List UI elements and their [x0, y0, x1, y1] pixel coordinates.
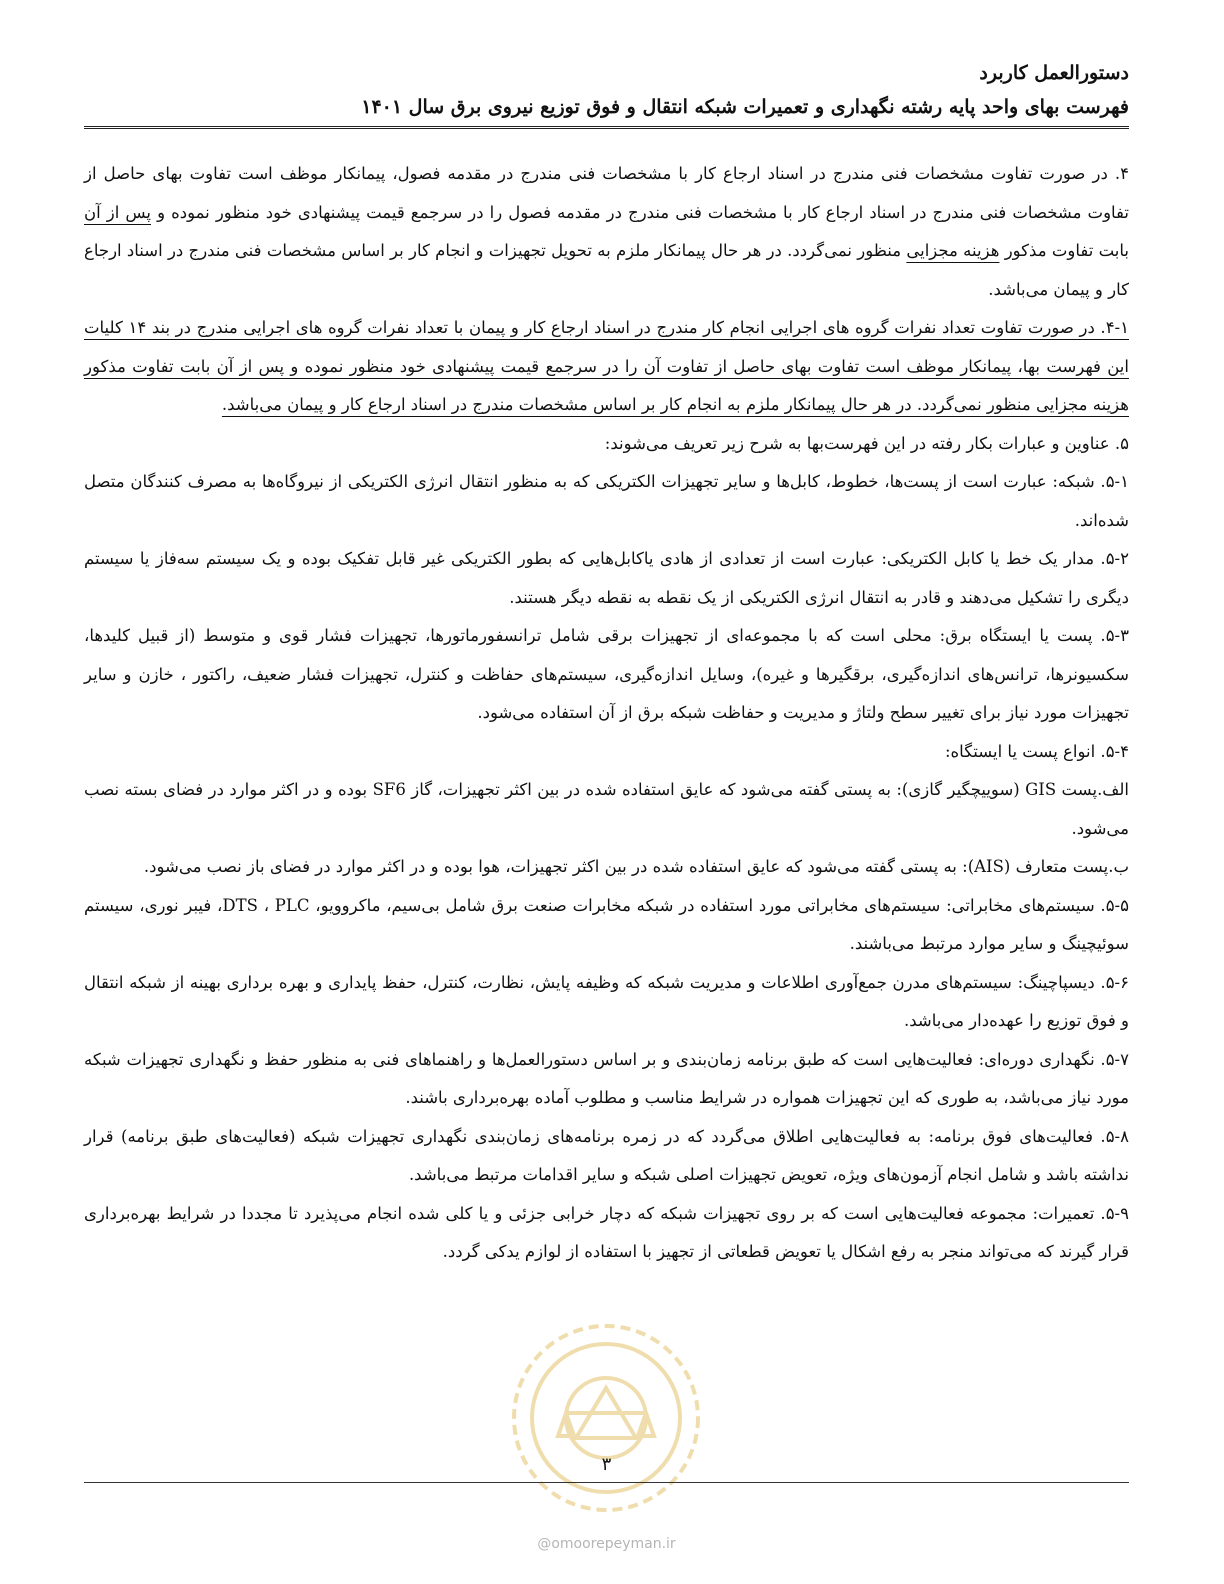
paragraph-5-3: ۵-۳. پست یا ایستگاه برق: محلی است که با مجموعه‌ای از تجهیزات برقی شامل ترانسفورماتورها، تجهیزات فشار قوی و متوسط (از قبیل کلیدها، سکسیونرها، ترانس‌های اندازه‌گیری، برقگیرها و غیره)، وسایل اندازه‌گیری، سیستم‌های حفاظت و کنترل، تجهیزات فشار ضعیف، راکتور ، خازن و سایر تجهیزات مورد نیاز برای تغییر سطح ولتاژ و مدیریت و حفاظت شبکه برق از آن استفاده می‌شود. [84, 626, 1129, 722]
paragraph-5: ۵. عناوین و عبارات بکار رفته در این فهرست‌بها به شرح زیر تعریف می‌شوند: [604, 433, 1129, 453]
underlined-phrase: هزینه مجزایی [906, 241, 1000, 260]
paragraph-5-4-a: الف.پست GIS (سوییچگیر گازی): به پستی گفته می‌شود که عایق استفاده شده در بین اکثر تجهیزات، گاز SF6 بوده و در اکثر موارد در فضای بسته نصب می‌شود. [84, 780, 1129, 838]
page-number: ۳ [601, 1454, 612, 1475]
page-header [84, 56, 1129, 124]
watermark-site-text: @omoorepeyman.ir [537, 1536, 676, 1552]
header-title: دستورالعمل کاربرد [979, 62, 1129, 84]
paragraph-5-1: ۵-۱. شبکه: عبارت است از پست‌ها، خطوط، کابل‌ها و سایر تجهیزات الکتریکی که به منظور انتقال انرژی الکتریکی از نیروگاه‌ها به مصرف کنندگان متصل شده‌اند. [84, 472, 1129, 530]
paragraph-4: ۴. در صورت تفاوت مشخصات فنی مندرج در اسناد ارجاع کار با مشخصات فنی مندرج در مقدمه فصول، پیمانکار موظف است تفاوت بهای حاصل از تفاوت مشخصات فنی مندرج در اسناد ارجاع کار با مشخصات فنی مندرج در مقدمه فصول را در سرجمع قیمت پیشنهادی خود منظور نموده و پس از آن بابت تفاوت مذکور هزینه مجزایی منظور نمی‌گردد. در هر حال پیمانکار ملزم به تحویل تجهیزات و انجام کار بر اساس مشخصات فنی مندرج در اسناد ارجاع کار و پیمان می‌باشد. [84, 164, 1129, 299]
document-page [84, 56, 1129, 1552]
footer-divider [84, 1482, 1129, 1483]
paragraph-5-4-b: ب.پست متعارف (AIS): به پستی گفته می‌شود که عایق استفاده شده در بین اکثر تجهیزات، هوا بوده و در اکثر موارد در فضای باز نصب می‌شود. [143, 857, 1129, 876]
watermark-seal-icon [506, 1318, 706, 1518]
header-divider [84, 126, 1129, 129]
document-body [84, 155, 1129, 1272]
paragraph-5-7: ۵-۷. نگهداری دوره‌ای: فعالیت‌هایی است که طبق برنامه زمان‌بندی و بر اساس دستورالعمل‌ها و راهنماهای فنی به منظور حفظ و نگهداری تجهیزات شبکه مورد نیاز می‌باشد، به طوری که این تجهیزات همواره در شرایط مناسب و مطلوب آماده بهره‌برداری باشند. [84, 1049, 1129, 1107]
underlined-phrase: پس از آن [84, 202, 152, 222]
paragraph-5-4: ۵-۴. انواع پست یا ایستگاه: [944, 741, 1129, 761]
paragraph-5-6: ۵-۶. دیسپاچینگ: سیستم‌های مدرن جمع‌آوری اطلاعات و مدیریت شبکه که وظیفه پایش، نظارت، کنترل، حفظ پایداری و بهره برداری بهینه از شبکه انتقال و فوق توزیع را عهده‌دار می‌باشد. [84, 972, 1129, 1030]
paragraph-5-2: ۵-۲. مدار یک خط یا کابل الکتریکی: عبارت است از تعدادی از هادی یاکابل‌هایی که بطور الکتریکی غیر قابل تفکیک بوده و یک سیستم سه‌فاز یا سیستم دیگری را تشکیل می‌دهند و قادر به انتقال انرژی الکتریکی از یک نقطه به نقطه دیگر هستند. [84, 549, 1129, 607]
paragraph-5-9: ۵-۹. تعمیرات: مجموعه فعالیت‌هایی است که بر روی تجهیزات شبکه که دچار خرابی جزئی و یا کلی شده انجام می‌پذیرد تا مجددا در شرایط بهره‌برداری قرار گیرند که می‌تواند منجر به رفع اشکال یا تعویض قطعاتی از تجهیز با استفاده از لوازم یدکی گردد. [84, 1203, 1129, 1261]
underlined-paragraph-text: ۴-۱. در صورت تفاوت تعداد نفرات گروه های اجرایی انجام کار مندرج در اسناد ارجاع کار و پیمان با تعداد نفرات گروه های اجرایی مندرج در بند ۱۴ کلیات این فهرست بها، پیمانکار موظف است تفاوت بهای حاصل از تفاوت آن را در سرجمع قیمت پیشنهادی خود منظور نموده و پس از آن بابت تفاوت مذکور هزینه مجزایی منظور نمی‌گردد. در هر حال پیمانکار ملزم به انجام کار بر اساس مشخصات مندرج در اسناد ارجاع کار و پیمان می‌باشد. [84, 318, 1129, 414]
paragraph-5-5: ۵-۵. سیستم‌های مخابراتی: سیستم‌های مخابراتی مورد استفاده در شبکه مخابرات صنعت برق شامل بی‌سیم، ماکروویو، DTS ، PLC، فیبر نوری، سیستم سوئیچینگ و سایر موارد مرتبط می‌باشند. [84, 895, 1129, 953]
paragraph-4-1 [84, 309, 1129, 425]
header-subtitle: فهرست بهای واحد پایه رشته نگهداری و تعمیرات شبکه انتقال و فوق توزیع نیروی برق سال ۱۴۰۱ [361, 96, 1129, 118]
paragraph-5-8: ۵-۸. فعالیت‌های فوق برنامه: به فعالیت‌هایی اطلاق می‌گردد که در زمره برنامه‌های زمان‌بندی نگهداری تجهیزات شبکه (فعالیت‌های طبق برنامه) قرار نداشته باشد و شامل انجام آزمون‌های ویژه، تعویض تجهیزات اصلی شبکه و سایر اقدامات مرتبط می‌باشد. [84, 1126, 1129, 1184]
